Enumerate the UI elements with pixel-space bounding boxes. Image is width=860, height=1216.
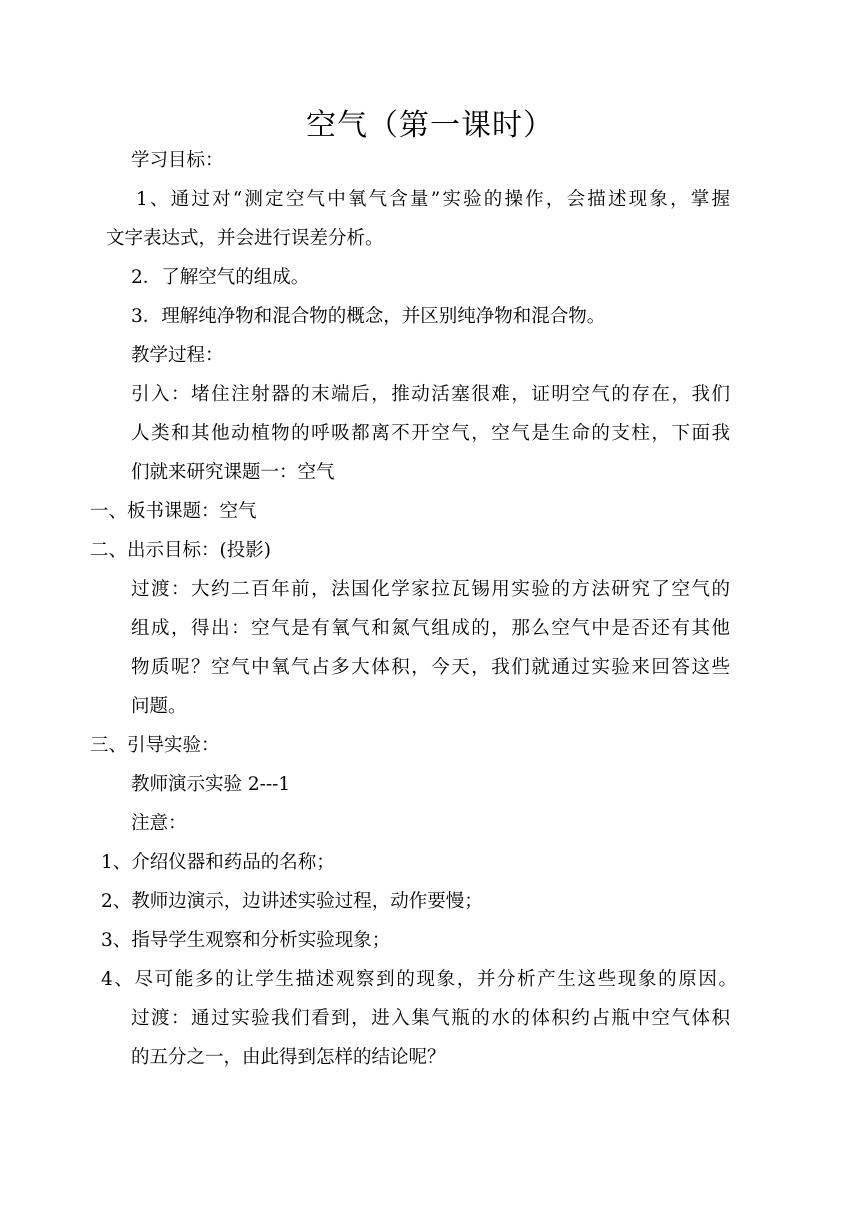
text-line: 过渡：通过实验我们看到，进入集气瓶的水的体积约占瓶中空气体积 xyxy=(131,1008,730,1029)
text-line: 学习目标： xyxy=(131,150,224,171)
section-heading: 一、板书课题：空气 xyxy=(90,501,257,522)
text-line: 1、通过对“测定空气中氧气含量”实验的操作，会描述现象，掌握 xyxy=(136,189,730,210)
document-title: 空气（第一课时） xyxy=(306,108,554,143)
text-line: 组成，得出：空气是有氧气和氮气组成的，那么空气中是否还有其他 xyxy=(131,618,730,639)
text-line: 教学过程： xyxy=(131,345,224,366)
text-line: 教师演示实验 2---1 xyxy=(131,774,291,795)
text-line: 们就来研究课题一：空气 xyxy=(131,462,335,483)
text-line: 问题。 xyxy=(131,696,187,717)
list-item: 1、介绍仪器和药品的名称； xyxy=(101,852,335,873)
section-heading: 二、出示目标：(投影) xyxy=(90,540,271,561)
list-item: 2、教师边演示，边讲述实验过程，动作要慢； xyxy=(101,891,483,912)
text-line: 注意： xyxy=(131,813,187,834)
text-line: 人类和其他动植物的呼吸都离不开空气，空气是生命的支柱，下面我 xyxy=(131,423,730,444)
text-line: 过渡：大约二百年前，法国化学家拉瓦锡用实验的方法研究了空气的 xyxy=(131,579,730,600)
text-line: 2．了解空气的组成。 xyxy=(131,267,310,288)
text-line: 引入：堵住注射器的末端后，推动活塞很难，证明空气的存在，我们 xyxy=(131,384,730,405)
list-item: 3、指导学生观察和分析实验现象； xyxy=(101,930,391,951)
text-line: 3．理解纯净物和混合物的概念，并区别纯净物和混合物。 xyxy=(131,306,606,327)
text-line: 文字表达式，并会进行误差分析。 xyxy=(106,228,384,249)
list-item: 4、尽可能多的让学生描述观察到的现象，并分析产生这些现象的原因。 xyxy=(101,969,737,990)
text-line: 物质呢？空气中氧气占多大体积，今天，我们就通过实验来回答这些 xyxy=(131,657,730,678)
text-line: 的五分之一，由此得到怎样的结论呢？ xyxy=(131,1047,446,1068)
section-heading: 三、引导实验： xyxy=(90,735,220,756)
